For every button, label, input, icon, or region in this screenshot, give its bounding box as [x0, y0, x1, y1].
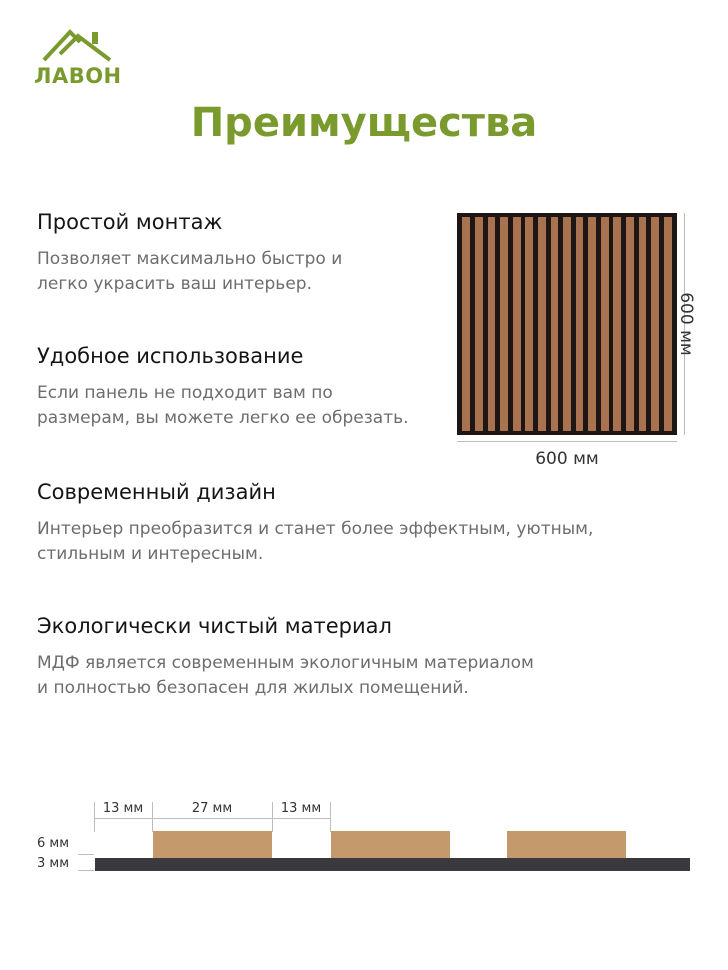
gap-width-label-left: 13 мм — [102, 801, 144, 816]
panel-slat — [475, 217, 483, 431]
profile-slat — [331, 831, 450, 858]
panel-slat — [651, 217, 659, 431]
dim-tick — [330, 802, 331, 832]
panel-slat — [563, 217, 571, 431]
panel-slat — [488, 217, 496, 431]
feature-desc-installation: Позволяет максимально быстро и легко украсить ваш интерьер. — [37, 249, 343, 294]
profile-diagram — [0, 790, 728, 890]
panel-slat — [576, 217, 584, 431]
panel-slat — [525, 217, 533, 431]
panel-width-label: 600 мм — [535, 449, 599, 469]
panel-slat — [538, 217, 546, 431]
base-height-label: 3 мм — [37, 856, 70, 871]
feature-desc-usage: Если панель не подходит вам по размерам, вы можете легко ее обрезать. — [37, 383, 409, 428]
dim-tick — [78, 854, 94, 855]
panel-slat — [626, 217, 634, 431]
dim-line — [94, 818, 330, 819]
profile-slat — [153, 831, 272, 858]
brand-name: ЛАВОН — [34, 64, 122, 88]
page-title: Преимущества — [190, 100, 538, 146]
slat-height-label: 6 мм — [37, 836, 70, 851]
panel-height-label: 600 мм — [676, 292, 696, 356]
profile-slat — [507, 831, 626, 858]
feature-desc-design: Интерьер преобразится и станет более эффектным, уютным, стильным и интересным. — [37, 519, 594, 564]
width-dimension-line — [457, 441, 677, 442]
panel-slat — [462, 217, 470, 431]
panel-illustration — [457, 213, 677, 435]
dim-tick — [78, 870, 94, 871]
brand-logo — [34, 26, 134, 96]
feature-title-usage: Удобное использование — [37, 344, 304, 368]
house-roof-icon — [40, 26, 112, 62]
profile-base — [95, 858, 690, 871]
slat-width-label: 27 мм — [191, 801, 233, 816]
gap-width-label-right: 13 мм — [280, 801, 322, 816]
feature-title-design: Современный дизайн — [37, 480, 276, 504]
panel-slat — [500, 217, 508, 431]
panel-slat — [551, 217, 559, 431]
panel-slat — [588, 217, 596, 431]
feature-title-eco: Экологически чистый материал — [37, 614, 392, 638]
panel-slat — [601, 217, 609, 431]
panel-slat — [613, 217, 621, 431]
panel-slat — [664, 217, 672, 431]
feature-title-installation: Простой монтаж — [37, 210, 223, 234]
panel-slat — [639, 217, 647, 431]
feature-desc-eco: МДФ является современным экологичным материалом и полностью безопасен для жилых помещений. — [37, 653, 534, 698]
panel-slat — [513, 217, 521, 431]
